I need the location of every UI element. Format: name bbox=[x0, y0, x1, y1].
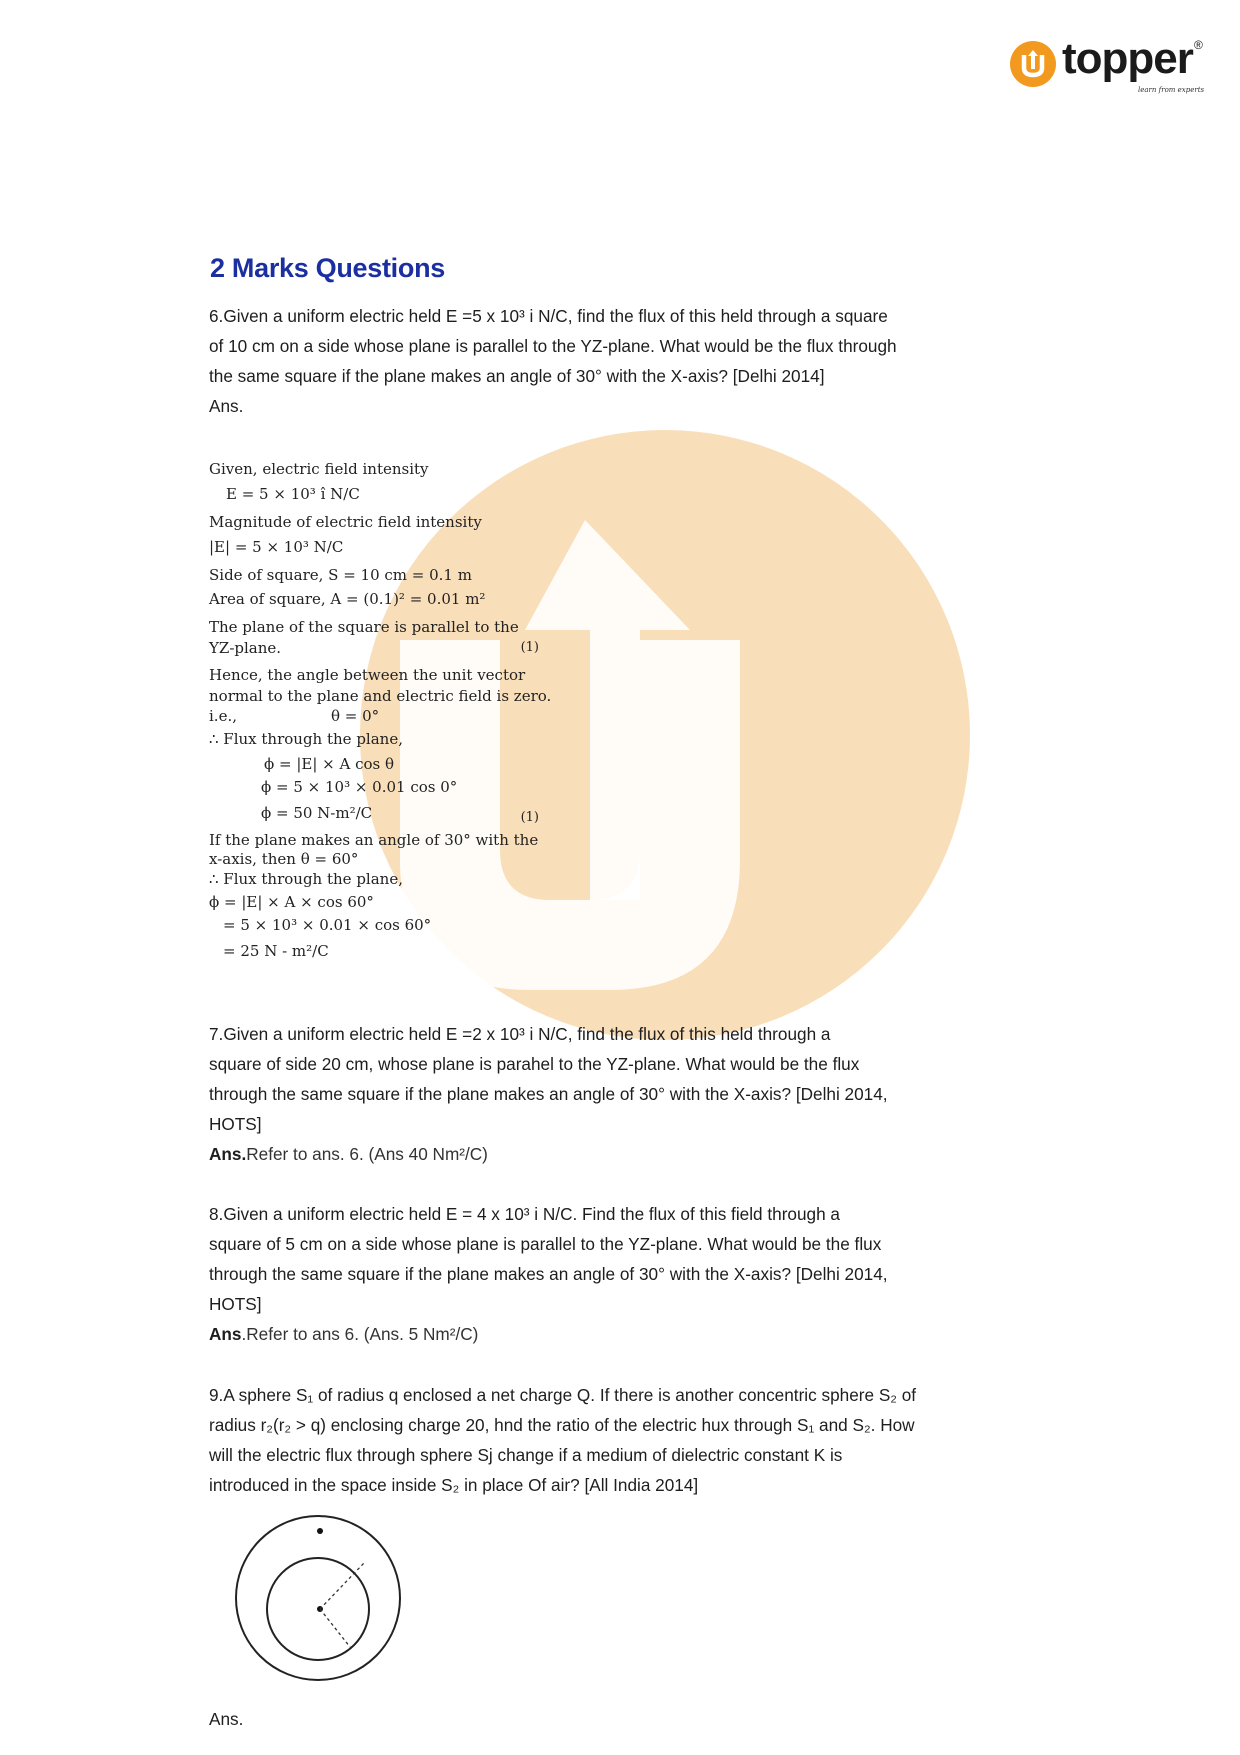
solution-line: YZ-plane. bbox=[209, 639, 282, 657]
question-line: HOTS] bbox=[209, 1114, 262, 1134]
question-line: will the electric flux through sphere Sj change if a medium of dielectric constant K is bbox=[209, 1445, 843, 1465]
question-line: 9.A sphere S₁ of radius q enclosed a net charge Q. If there is another concentric sphere S₂ of bbox=[209, 1385, 917, 1405]
solution-line: Given, electric field intensity bbox=[209, 460, 429, 478]
answer-line bbox=[209, 1319, 888, 1349]
solution-line: normal to the plane and electric field is zero. bbox=[209, 687, 552, 705]
question-line: HOTS] bbox=[209, 1294, 262, 1314]
solution-line: ϕ = 50 N-m²/C bbox=[261, 804, 373, 822]
answer-label: Ans. bbox=[209, 396, 244, 416]
solution-line: If the plane makes an angle of 30° with the bbox=[209, 831, 539, 849]
solution-line: |E| = 5 × 10³ N/C bbox=[209, 538, 344, 556]
utopper-logo[interactable] bbox=[1010, 34, 1210, 98]
logo-brand-text: topper bbox=[1062, 34, 1193, 83]
solution-line: i.e., bbox=[209, 707, 237, 725]
registered-mark: ® bbox=[1194, 38, 1203, 52]
question-line: through the same square if the plane makes an angle of 30° with the X-axis? [Delhi 2014, bbox=[209, 1084, 888, 1104]
solution-line: ϕ = 5 × 10³ × 0.01 cos 0° bbox=[261, 778, 458, 796]
solution-line: Side of square, S = 10 cm = 0.1 m bbox=[209, 566, 472, 584]
logo-tagline: learn from experts bbox=[1138, 86, 1205, 94]
section-heading: 2 Marks Questions bbox=[210, 253, 445, 283]
solution-line: ∴ Flux through the plane, bbox=[209, 870, 403, 888]
solution-line: Hence, the angle between the unit vector bbox=[209, 666, 526, 684]
question-line: introduced in the space inside S₂ in place Of air? [All India 2014] bbox=[209, 1475, 699, 1495]
solution-line: ∴ Flux through the plane, bbox=[209, 730, 403, 748]
question-line: of 10 cm on a side whose plane is parallel to the YZ-plane. What would be the flux through bbox=[209, 336, 897, 356]
question-line: 7.Given a uniform electric held E =2 x 10³ i N/C, find the flux of this held through a bbox=[209, 1024, 831, 1044]
solution-line: θ = 0° bbox=[331, 707, 380, 725]
answer-text: .Refer to ans 6. (Ans. 5 Nm²/C) bbox=[241, 1324, 479, 1344]
solution-line: The plane of the square is parallel to the bbox=[209, 618, 519, 636]
question-line: radius r₂(r₂ > q) enclosing charge 20, hnd the ratio of the electric hux through S₁ and S₂. How bbox=[209, 1415, 915, 1435]
question-line: 8.Given a uniform electric held E = 4 x 10³ i N/C. Find the flux of this field through a bbox=[209, 1204, 840, 1224]
answer-label-9: Ans. bbox=[209, 1709, 244, 1729]
answer-label: Ans bbox=[209, 1324, 242, 1344]
question-7 bbox=[209, 1019, 888, 1169]
solution-line: ϕ = |E| × A cos θ bbox=[264, 755, 395, 773]
solution-line: = 5 × 10³ × 0.01 × cos 60° bbox=[223, 916, 432, 934]
solution-line: = 25 N - m²/C bbox=[223, 942, 329, 960]
answer-text: Refer to ans. 6. (Ans 40 Nm²/C) bbox=[246, 1144, 488, 1164]
question-9 bbox=[209, 1380, 916, 1500]
question-6 bbox=[209, 301, 897, 421]
answer-label: Ans. bbox=[209, 1144, 247, 1164]
question-line: 6.Given a uniform electric held E =5 x 10³ i N/C, find the flux of this held through a square bbox=[209, 306, 888, 326]
answer-line bbox=[209, 1139, 888, 1169]
question-line: through the same square if the plane makes an angle of 30° with the X-axis? [Delhi 2014, bbox=[209, 1264, 888, 1284]
question-line: square of side 20 cm, whose plane is parahel to the YZ-plane. What would be the flux bbox=[209, 1054, 860, 1074]
question-8 bbox=[209, 1199, 888, 1349]
solution-line: x-axis, then θ = 60° bbox=[209, 850, 359, 868]
mark-label: (1) bbox=[520, 810, 539, 825]
solution-line: ϕ = |E| × A × cos 60° bbox=[209, 893, 374, 911]
logo-circle-icon bbox=[1010, 41, 1056, 87]
solution-line: E = 5 × 10³ î N/C bbox=[226, 485, 360, 503]
question-line: the same square if the plane makes an angle of 30° with the X-axis? [Delhi 2014] bbox=[209, 366, 825, 386]
solution-line: Area of square, A = (0.1)² = 0.01 m² bbox=[209, 590, 486, 608]
mark-label: (1) bbox=[520, 640, 539, 655]
solution-line: Magnitude of electric field intensity bbox=[209, 513, 482, 531]
question-line: square of 5 cm on a side whose plane is parallel to the YZ-plane. What would be the flux bbox=[209, 1234, 882, 1254]
concentric-spheres-diagram bbox=[232, 1513, 404, 1683]
